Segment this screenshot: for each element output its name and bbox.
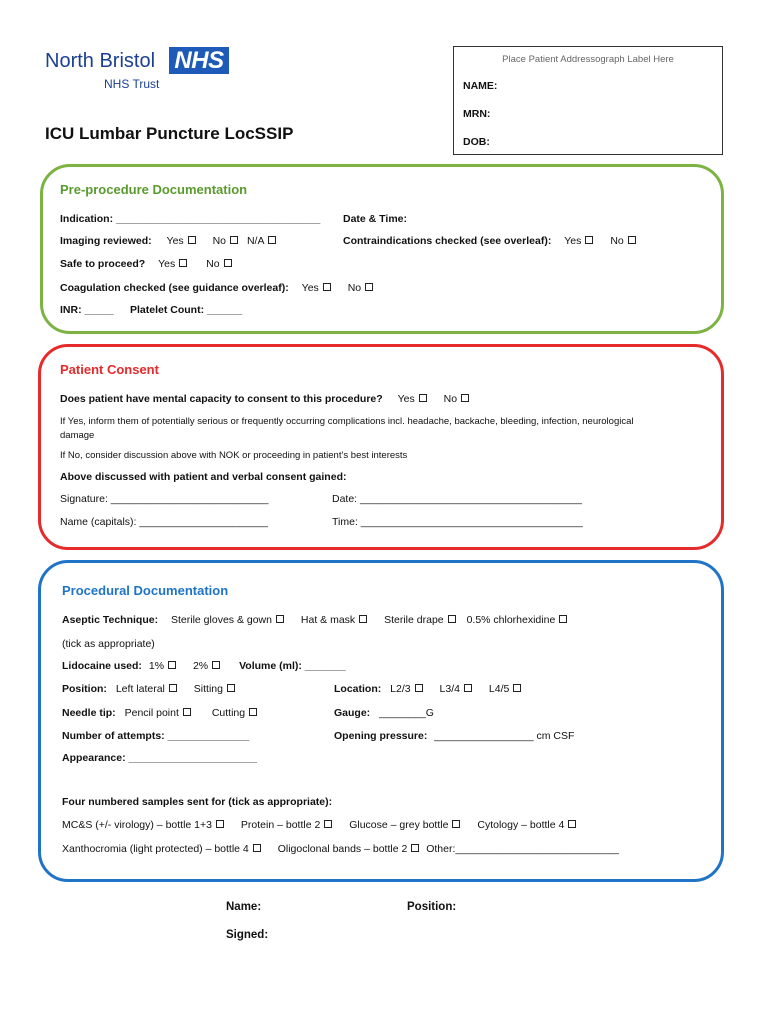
sample-glucose-checkbox[interactable]	[452, 820, 460, 828]
contra-no-label: No	[610, 235, 624, 247]
contra-label: Contraindications checked (see overleaf):	[343, 235, 552, 247]
patient-name-field[interactable]: NAME:	[463, 80, 498, 92]
coag-no-checkbox[interactable]	[365, 283, 373, 291]
contraindications-row	[343, 235, 636, 247]
aseptic-chlorhex-checkbox[interactable]	[559, 615, 567, 623]
procedural-title: Procedural Documentation	[62, 583, 229, 598]
position-sitting-checkbox[interactable]	[227, 684, 235, 692]
patient-dob-field[interactable]: DOB:	[463, 136, 490, 148]
coag-label: Coagulation checked (see guidance overleaf):	[60, 282, 289, 294]
sample-mcs-checkbox[interactable]	[216, 820, 224, 828]
lidocaine-label: Lidocaine used:	[62, 660, 142, 672]
safe-yes-checkbox[interactable]	[179, 259, 187, 267]
location-l45-label: L4/5	[488, 683, 510, 695]
if-yes-note-line2: damage	[60, 430, 95, 441]
consent-signature-field[interactable]: Signature: ___________________________	[60, 493, 269, 505]
aseptic-drape-label: Sterile drape	[384, 614, 444, 626]
page-title: ICU Lumbar Puncture LocSSIP	[45, 124, 294, 143]
location-l23-checkbox[interactable]	[415, 684, 423, 692]
aseptic-gloves-label: Sterile gloves & gown	[171, 614, 272, 626]
consent-time-field[interactable]: Time: ______________________________________	[332, 516, 583, 528]
safe-row	[60, 258, 232, 270]
position-label: Position:	[62, 683, 107, 695]
gauge-label: Gauge:	[334, 707, 371, 719]
contra-yes-checkbox[interactable]	[585, 236, 593, 244]
footer-position-field[interactable]: Position:	[407, 901, 457, 913]
safe-label: Safe to proceed?	[60, 258, 146, 270]
coag-row	[60, 282, 373, 294]
pressure-field[interactable]: _________________ cm CSF	[434, 730, 575, 742]
lidocaine-row	[62, 660, 346, 672]
indication-field[interactable]: Indication: ___________________________________	[60, 213, 321, 225]
sample-cytology-checkbox[interactable]	[568, 820, 576, 828]
addressograph-placeholder: Place Patient Addressograph Label Here	[502, 54, 674, 65]
procedural-section	[38, 560, 724, 882]
needle-cutting-checkbox[interactable]	[249, 708, 257, 716]
tick-note: (tick as appropriate)	[62, 638, 155, 650]
nhs-logo: NHS	[169, 47, 229, 74]
coag-yes-label: Yes	[301, 282, 319, 294]
sample-protein-label: Protein – bottle 2	[240, 819, 321, 831]
aseptic-hat-label: Hat & mask	[300, 614, 356, 626]
position-left-label: Left lateral	[115, 683, 165, 695]
org-name: North Bristol	[45, 50, 156, 72]
datetime-field[interactable]: Date & Time:	[343, 213, 407, 225]
imaging-na-label: N/A	[246, 235, 265, 247]
platelet-field[interactable]: Platelet Count: ______	[130, 304, 243, 316]
capacity-question: Does patient have mental capacity to consent to this procedure?	[60, 393, 383, 405]
needle-pencil-checkbox[interactable]	[183, 708, 191, 716]
footer-name-field[interactable]: Name:	[226, 901, 262, 913]
sample-glucose-label: Glucose – grey bottle	[349, 819, 449, 831]
needle-cutting-label: Cutting	[211, 707, 246, 719]
location-l45-checkbox[interactable]	[513, 684, 521, 692]
lido-2-checkbox[interactable]	[212, 661, 220, 669]
aseptic-label: Aseptic Technique:	[62, 614, 159, 626]
safe-no-label: No	[206, 258, 220, 270]
samples-row-2	[62, 843, 619, 855]
sample-protein-checkbox[interactable]	[324, 820, 332, 828]
imaging-na-checkbox[interactable]	[268, 236, 276, 244]
coag-yes-checkbox[interactable]	[323, 283, 331, 291]
pressure-row	[334, 730, 574, 742]
gauge-field[interactable]: ________G	[379, 707, 434, 719]
consent-name-field[interactable]: Name (capitals): ______________________	[60, 516, 268, 528]
if-yes-note-line1: If Yes, inform them of potentially serious or frequently occurring complications incl. headache, backache, bleeding, infection, neurological	[60, 416, 634, 427]
volume-field[interactable]: Volume (ml): _______	[239, 660, 346, 672]
safe-no-checkbox[interactable]	[224, 259, 232, 267]
lido-1-checkbox[interactable]	[168, 661, 176, 669]
addressograph-box	[453, 46, 723, 155]
imaging-row	[60, 235, 276, 247]
contra-no-checkbox[interactable]	[628, 236, 636, 244]
imaging-label: Imaging reviewed:	[60, 235, 152, 247]
sample-cytology-label: Cytology – bottle 4	[477, 819, 565, 831]
position-left-checkbox[interactable]	[169, 684, 177, 692]
sample-xantho-checkbox[interactable]	[253, 844, 261, 852]
capacity-no-label: No	[443, 393, 458, 405]
safe-yes-label: Yes	[158, 258, 176, 270]
sample-oligo-label: Oligoclonal bands – bottle 2	[277, 843, 408, 855]
org-sub: NHS Trust	[104, 77, 160, 91]
aseptic-chlorhex-label: 0.5% chlorhexidine	[466, 614, 556, 626]
imaging-no-label: No	[212, 235, 227, 247]
attempts-field[interactable]: Number of attempts: ______________	[62, 730, 250, 742]
verbal-consent-heading: Above discussed with patient and verbal consent gained:	[60, 471, 347, 483]
consent-title: Patient Consent	[60, 362, 159, 377]
sample-oligo-checkbox[interactable]	[411, 844, 419, 852]
consent-date-field[interactable]: Date: ______________________________________	[332, 493, 582, 505]
location-row	[334, 683, 521, 695]
imaging-yes-checkbox[interactable]	[188, 236, 196, 244]
location-l34-checkbox[interactable]	[464, 684, 472, 692]
capacity-yes-checkbox[interactable]	[419, 394, 427, 402]
samples-row-1	[62, 819, 576, 831]
patient-mrn-field[interactable]: MRN:	[463, 108, 491, 120]
location-l34-label: L3/4	[439, 683, 460, 695]
position-sitting-label: Sitting	[193, 683, 223, 695]
needle-row	[62, 707, 257, 719]
capacity-yes-label: Yes	[397, 393, 415, 405]
imaging-no-checkbox[interactable]	[230, 236, 238, 244]
lido-1-label: 1%	[148, 660, 165, 672]
needle-pencil-label: Pencil point	[124, 707, 179, 719]
coag-no-label: No	[347, 282, 362, 294]
needle-label: Needle tip:	[62, 707, 116, 719]
samples-heading: Four numbered samples sent for (tick as appropriate):	[62, 796, 333, 808]
footer-signed-field[interactable]: Signed:	[226, 929, 269, 941]
inr-field[interactable]: INR: _____	[60, 304, 114, 316]
imaging-yes-label: Yes	[166, 235, 184, 247]
capacity-row	[60, 393, 469, 405]
location-label: Location:	[334, 683, 382, 695]
aseptic-gloves-checkbox[interactable]	[276, 615, 284, 623]
preprocedure-title: Pre-procedure Documentation	[60, 182, 248, 197]
appearance-field[interactable]: Appearance: ______________________	[62, 752, 257, 764]
contra-yes-label: Yes	[564, 235, 582, 247]
if-no-note: If No, consider discussion above with NOK or proceeding in patient’s best interests	[60, 450, 408, 461]
lido-2-label: 2%	[192, 660, 209, 672]
sample-other-field[interactable]: Other:____________________________	[426, 843, 619, 855]
location-l23-label: L2/3	[390, 683, 411, 695]
sample-xantho-label: Xanthocromia (light protected) – bottle 4	[62, 843, 249, 855]
gauge-row	[334, 707, 434, 719]
position-row	[62, 683, 235, 695]
capacity-no-checkbox[interactable]	[461, 394, 469, 402]
pressure-label: Opening pressure:	[334, 730, 428, 742]
sample-mcs-label: MC&S (+/- virology) – bottle 1+3	[62, 819, 212, 831]
aseptic-hat-checkbox[interactable]	[359, 615, 367, 623]
aseptic-drape-checkbox[interactable]	[448, 615, 456, 623]
aseptic-row	[62, 614, 567, 626]
